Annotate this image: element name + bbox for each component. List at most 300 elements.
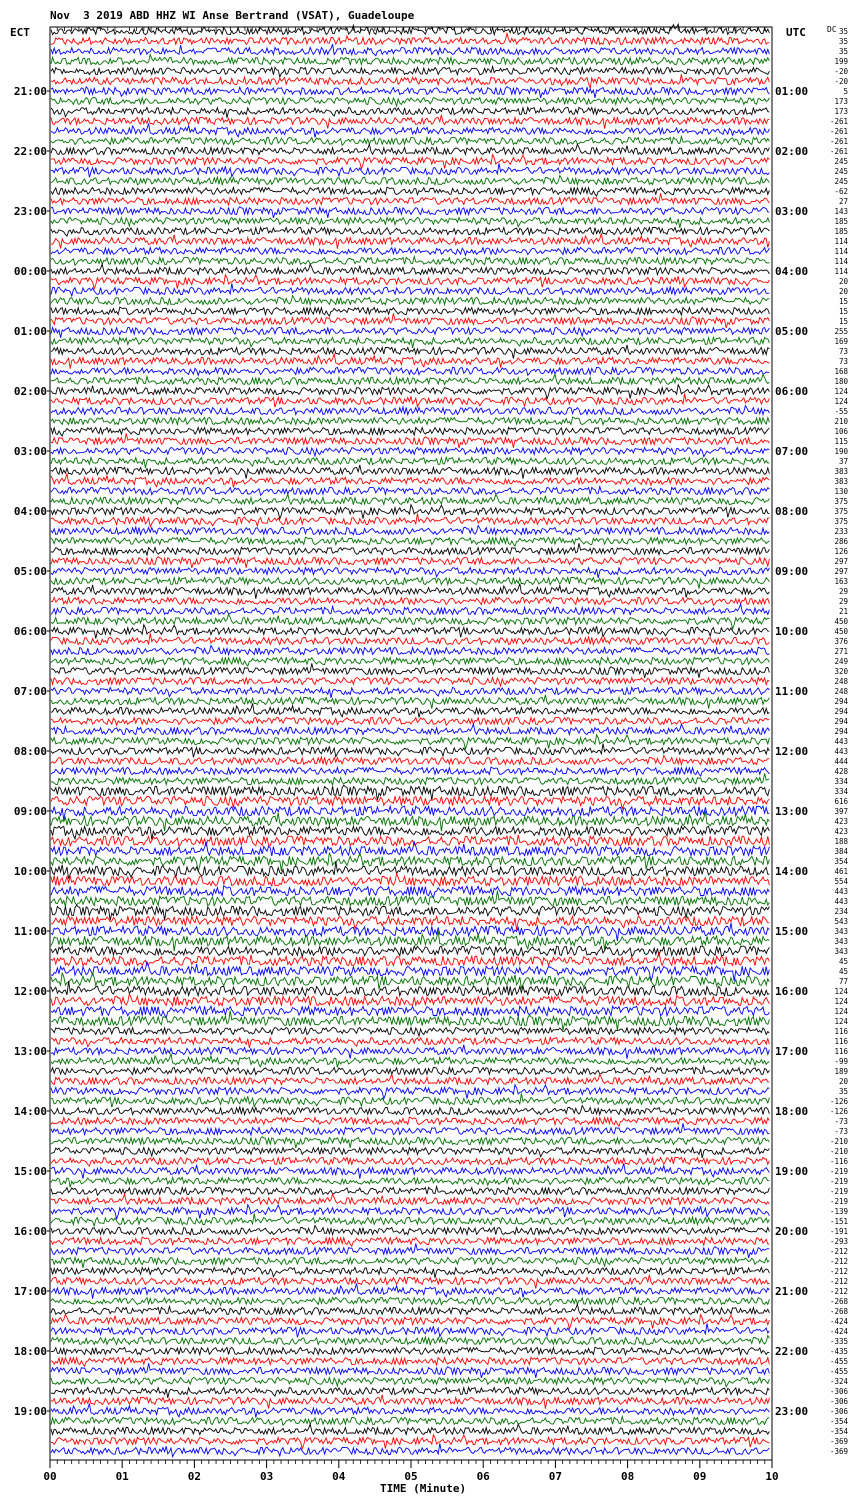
- trace-row: [51, 1085, 769, 1099]
- right-timezone-label: UTC: [786, 26, 806, 39]
- trace-row: [51, 193, 769, 205]
- dc-offset-label: 106: [834, 427, 848, 436]
- dc-offset-label: -191: [829, 1227, 848, 1236]
- dc-offset-label: -212: [829, 1287, 848, 1296]
- x-tick-label: 05: [404, 1470, 418, 1483]
- dc-offset-label: 126: [834, 547, 848, 556]
- dc-offset-label: -212: [829, 1267, 848, 1276]
- dc-offset-label: -116: [829, 1157, 848, 1166]
- trace-row: [51, 743, 769, 757]
- trace-row: [51, 633, 769, 644]
- trace-row: [51, 981, 769, 996]
- trace-row: [51, 874, 769, 886]
- dc-offset-label: 15: [838, 307, 848, 316]
- trace-row: [51, 604, 769, 614]
- x-tick-label: 08: [620, 1470, 635, 1483]
- trace-row: [51, 393, 769, 407]
- dc-offset-label: 173: [834, 107, 848, 116]
- dc-offset-label: 189: [834, 1067, 848, 1076]
- right-hour-label: 12:00: [775, 745, 809, 758]
- dc-offset-label: 185: [834, 227, 848, 236]
- dc-offset-label: 255: [834, 327, 848, 336]
- trace-row: [51, 98, 769, 107]
- dc-offset-label: -455: [829, 1367, 848, 1376]
- trace-row: [51, 176, 769, 185]
- dc-offset-label: 124: [834, 997, 848, 1006]
- dc-offset-label: -20: [834, 77, 848, 86]
- trace-row: [51, 886, 769, 898]
- left-hour-label: 15:00: [13, 1165, 47, 1178]
- dc-offset-label: 73: [838, 347, 848, 356]
- seismic-traces: [51, 24, 769, 1457]
- trace-row: [51, 207, 769, 218]
- left-hour-label: 14:00: [13, 1105, 47, 1118]
- dc-offset-label: 180: [834, 377, 848, 386]
- trace-row: [51, 543, 769, 555]
- right-hour-label: 22:00: [775, 1345, 809, 1358]
- x-axis-label: TIME (Minute): [380, 1482, 467, 1495]
- trace-row: [51, 417, 769, 425]
- dc-offset-label: 271: [834, 647, 848, 656]
- dc-offset-label: 443: [834, 737, 848, 746]
- trace-row: [51, 313, 769, 328]
- x-tick-label: 03: [259, 1470, 274, 1483]
- x-tick-label: 00: [43, 1470, 57, 1483]
- dc-offset-label: -435: [829, 1347, 848, 1356]
- dc-offset-label: -212: [829, 1247, 848, 1256]
- dc-offset-label: -306: [829, 1407, 848, 1416]
- x-tick-label: 02: [187, 1470, 202, 1483]
- trace-row: [51, 1336, 769, 1345]
- dc-offset-label: 423: [834, 827, 848, 836]
- left-hour-label: 21:00: [13, 85, 47, 98]
- trace-row: [51, 704, 769, 718]
- trace-row: [51, 826, 769, 839]
- trace-row: [51, 457, 769, 468]
- dc-offset-label: 294: [834, 727, 848, 736]
- dc-offset-label: -293: [829, 1237, 848, 1246]
- trace-row: [51, 465, 769, 479]
- dc-offset-label: 114: [834, 267, 848, 276]
- dc-offset-label: 114: [834, 257, 848, 266]
- trace-row: [51, 1363, 769, 1378]
- trace-row: [51, 1194, 769, 1205]
- dc-offset-label: 245: [834, 177, 848, 186]
- trace-row: [51, 767, 769, 776]
- trace-row: [51, 1028, 769, 1037]
- x-tick-label: 07: [548, 1470, 563, 1483]
- dc-offset-label: -324: [829, 1377, 848, 1386]
- dc-offset-label: 20: [838, 277, 848, 286]
- trace-row: [51, 345, 769, 359]
- left-hour-label: 13:00: [13, 1045, 47, 1058]
- trace-row: [51, 657, 769, 666]
- x-tick-label: 10: [765, 1470, 779, 1483]
- trace-row: [51, 257, 769, 266]
- right-hour-label: 14:00: [775, 865, 809, 878]
- dc-offset-label: 199: [834, 57, 848, 66]
- dc-offset-label: 73: [838, 357, 848, 366]
- trace-row: [51, 1177, 769, 1187]
- dc-offset-label: 297: [834, 557, 848, 566]
- left-hour-label: 09:00: [13, 805, 47, 818]
- trace-row: [51, 584, 769, 599]
- trace-row: [51, 187, 769, 196]
- trace-row: [51, 474, 769, 488]
- right-hour-label: 03:00: [775, 205, 809, 218]
- dc-offset-label: -306: [829, 1397, 848, 1406]
- left-hour-label: 04:00: [13, 505, 47, 518]
- trace-row: [51, 1226, 769, 1235]
- trace-row: [51, 695, 769, 709]
- dc-offset-label: 124: [834, 397, 848, 406]
- dc-offset-label: 450: [834, 617, 848, 626]
- dc-offset-label: 20: [838, 287, 848, 296]
- dc-offset-label: 294: [834, 707, 848, 716]
- trace-row: [51, 44, 769, 56]
- x-axis: [43, 27, 778, 1483]
- left-hour-label: 11:00: [13, 925, 47, 938]
- trace-row: [51, 67, 769, 77]
- trace-row: [51, 227, 769, 236]
- dc-offset-header: DC: [827, 25, 837, 34]
- dc-offset-label: 383: [834, 477, 848, 486]
- dc-offset-label: 35: [838, 47, 848, 56]
- dc-offset-label: 169: [834, 337, 848, 346]
- trace-row: [51, 687, 769, 698]
- trace-row: [51, 1267, 769, 1278]
- right-hour-label: 01:00: [775, 85, 809, 98]
- dc-offset-label: 543: [834, 917, 848, 926]
- dc-offset-label: 20: [838, 1077, 848, 1086]
- dc-offset-label: 143: [834, 207, 848, 216]
- left-hour-label: 19:00: [13, 1405, 47, 1418]
- right-hour-label: 20:00: [775, 1225, 809, 1238]
- dc-offset-label: 35: [838, 27, 848, 36]
- dc-offset-label: 130: [834, 487, 848, 496]
- dc-offset-label: -55: [834, 407, 848, 416]
- trace-row: [51, 1314, 769, 1329]
- right-hour-label: 15:00: [775, 925, 809, 938]
- dc-offset-label: -261: [829, 147, 848, 156]
- dc-offset-label: 163: [834, 577, 848, 586]
- dc-offset-label: 461: [834, 867, 848, 876]
- trace-row: [51, 234, 769, 249]
- dc-offset-label: 29: [838, 597, 848, 606]
- dc-offset-label: -369: [829, 1447, 848, 1456]
- trace-row: [51, 614, 769, 629]
- right-hour-label: 05:00: [775, 325, 809, 338]
- left-hour-label: 23:00: [13, 205, 47, 218]
- trace-row: [51, 374, 769, 385]
- trace-row: [51, 625, 769, 639]
- dc-offset-label: 21: [838, 607, 848, 616]
- trace-row: [51, 1237, 769, 1246]
- trace-row: [51, 1424, 769, 1435]
- trace-row: [51, 1258, 769, 1268]
- dc-offset-label: -219: [829, 1187, 848, 1196]
- dc-offset-label: 185: [834, 217, 848, 226]
- trace-row: [51, 557, 769, 568]
- dc-offset-label: 334: [834, 777, 848, 786]
- dc-offset-label: -99: [834, 1057, 848, 1066]
- dc-offset-label: 320: [834, 667, 848, 676]
- dc-offset-label: 245: [834, 167, 848, 176]
- trace-row: [51, 1417, 769, 1426]
- trace-row: [51, 756, 769, 765]
- dc-offset-label: 375: [834, 497, 848, 506]
- right-hour-label: 08:00: [775, 505, 809, 518]
- dc-offset-label: 554: [834, 877, 848, 886]
- trace-row: [51, 513, 769, 526]
- trace-row: [51, 1347, 769, 1355]
- dc-offset-label: 297: [834, 567, 848, 576]
- trace-row: [51, 1157, 769, 1166]
- dc-offset-label: 286: [834, 537, 848, 546]
- dc-offset-label: 15: [838, 297, 848, 306]
- dc-offset-label: 443: [834, 747, 848, 756]
- trace-row: [51, 1205, 769, 1219]
- left-hour-label: 07:00: [13, 685, 47, 698]
- trace-row: [51, 1404, 769, 1418]
- trace-row: [51, 1387, 769, 1398]
- dc-offset-label: -20: [834, 67, 848, 76]
- trace-row: [51, 946, 769, 957]
- left-hour-label: 05:00: [13, 565, 47, 578]
- trace-row: [51, 55, 769, 65]
- dc-offset-label: 294: [834, 717, 848, 726]
- trace-row: [51, 163, 769, 177]
- dc-offset-label: -212: [829, 1277, 848, 1286]
- dc-offset-label: -219: [829, 1177, 848, 1186]
- dc-offset-label: -151: [829, 1217, 848, 1226]
- right-hour-label: 16:00: [775, 985, 809, 998]
- trace-row: [51, 663, 769, 678]
- dc-offset-label: -210: [829, 1147, 848, 1156]
- dc-offset-label: 383: [834, 467, 848, 476]
- dc-offset-label: 443: [834, 887, 848, 896]
- trace-row: [51, 144, 769, 155]
- dc-offset-label: 210: [834, 417, 848, 426]
- trace-row: [51, 1011, 769, 1030]
- dc-offset-label: 116: [834, 1027, 848, 1036]
- dc-offset-label: 114: [834, 247, 848, 256]
- trace-row: [51, 1137, 769, 1148]
- dc-offset-label: 234: [834, 907, 848, 916]
- dc-offset-label: -354: [829, 1427, 848, 1436]
- left-hour-label: 18:00: [13, 1345, 47, 1358]
- dc-offset-label: 124: [834, 1007, 848, 1016]
- dc-offset-label: 173: [834, 97, 848, 106]
- trace-row: [51, 994, 769, 1006]
- trace-row: [51, 107, 769, 118]
- trace-row: [51, 1106, 769, 1115]
- trace-row: [51, 1006, 769, 1018]
- dc-offset-label: -62: [834, 187, 848, 196]
- dc-offset-label: 27: [838, 197, 848, 206]
- trace-row: [51, 526, 769, 535]
- dc-offset-label: 168: [834, 367, 848, 376]
- dc-offset-label: -455: [829, 1357, 848, 1366]
- dc-offset-label: -126: [829, 1107, 848, 1116]
- dc-offset-label: -268: [829, 1297, 848, 1306]
- dc-offset-label: 375: [834, 507, 848, 516]
- dc-offset-label: 384: [834, 847, 848, 856]
- trace-row: [51, 264, 769, 275]
- dc-offset-label: -335: [829, 1337, 848, 1346]
- dc-offset-label: 443: [834, 897, 848, 906]
- trace-row: [51, 218, 769, 228]
- dc-offset-label: -424: [829, 1327, 848, 1336]
- dc-offset-label: 5: [843, 87, 848, 96]
- trace-row: [51, 1243, 769, 1258]
- trace-row: [51, 1148, 769, 1158]
- dc-offset-label: -210: [829, 1137, 848, 1146]
- dc-offset-label: 124: [834, 387, 848, 396]
- trace-row: [51, 487, 769, 496]
- dc-offset-label: -73: [834, 1127, 848, 1136]
- trace-row: [51, 1093, 769, 1107]
- dc-offset-label: -219: [829, 1167, 848, 1176]
- trace-row: [51, 505, 769, 519]
- dc-offset-label: -261: [829, 137, 848, 146]
- dc-offset-label: 124: [834, 1017, 848, 1026]
- trace-row: [51, 597, 769, 605]
- trace-row: [51, 678, 769, 687]
- right-hour-label: 06:00: [775, 385, 809, 398]
- trace-row: [51, 367, 769, 375]
- dc-offset-label: 343: [834, 947, 848, 956]
- dc-offset-label: 45: [838, 957, 848, 966]
- dc-offset-label: 428: [834, 767, 848, 776]
- trace-row: [51, 124, 769, 138]
- trace-row: [51, 1213, 769, 1226]
- trace-row: [51, 1297, 769, 1305]
- dc-offset-label: 375: [834, 517, 848, 526]
- dc-offset-label: 248: [834, 677, 848, 686]
- trace-row: [51, 735, 769, 749]
- right-hour-label: 11:00: [775, 685, 809, 698]
- trace-row: [51, 328, 769, 338]
- right-hour-labels: [775, 85, 808, 1418]
- right-hour-label: 13:00: [775, 805, 809, 818]
- dc-offset-label: 45: [838, 967, 848, 976]
- right-hour-label: 21:00: [775, 1285, 809, 1298]
- dc-offset-label: 423: [834, 817, 848, 826]
- dc-offset-label: -354: [829, 1417, 848, 1426]
- trace-row: [51, 448, 769, 457]
- trace-row: [51, 1164, 769, 1179]
- dc-offset-labels: [830, 27, 849, 1456]
- right-hour-label: 02:00: [775, 145, 809, 158]
- chart-title: Nov 3 2019 ABD HHZ WI Anse Bertrand (VSAT), Guadeloupe: [50, 9, 415, 22]
- right-hour-label: 17:00: [775, 1045, 809, 1058]
- trace-row: [51, 24, 769, 34]
- trace-row: [51, 247, 769, 255]
- trace-row: [51, 385, 769, 399]
- trace-row: [51, 1357, 769, 1366]
- left-hour-label: 06:00: [13, 625, 47, 638]
- trace-row: [51, 785, 769, 800]
- trace-row: [51, 1045, 769, 1059]
- x-tick-label: 09: [693, 1470, 707, 1483]
- dc-offset-label: -73: [834, 1117, 848, 1126]
- dc-offset-label: 245: [834, 157, 848, 166]
- dc-offset-label: -306: [829, 1387, 848, 1396]
- trace-row: [51, 773, 769, 785]
- trace-row: [51, 724, 769, 735]
- trace-row: [51, 861, 769, 879]
- trace-row: [51, 406, 769, 415]
- dc-offset-label: -126: [829, 1097, 848, 1106]
- dc-offset-label: 35: [838, 37, 848, 46]
- x-tick-label: 01: [115, 1470, 129, 1483]
- x-tick-label: 06: [476, 1470, 490, 1483]
- left-hour-label: 02:00: [13, 385, 47, 398]
- dc-offset-label: -261: [829, 117, 848, 126]
- trace-row: [51, 1123, 769, 1135]
- left-timezone-label: ECT: [10, 26, 30, 39]
- trace-row: [51, 537, 769, 546]
- dc-offset-label: 294: [834, 697, 848, 706]
- trace-row: [51, 1443, 769, 1456]
- trace-row: [51, 337, 769, 348]
- dc-offset-label: -424: [829, 1317, 848, 1326]
- right-hour-label: 09:00: [775, 565, 809, 578]
- left-hour-label: 08:00: [13, 745, 47, 758]
- dc-offset-label: -369: [829, 1437, 848, 1446]
- trace-row: [51, 1304, 769, 1315]
- left-hour-label: 10:00: [13, 865, 47, 878]
- trace-row: [51, 1378, 769, 1387]
- trace-row: [51, 74, 769, 88]
- trace-row: [51, 1323, 769, 1337]
- trace-row: [51, 568, 769, 578]
- dc-offset-label: 124: [834, 987, 848, 996]
- trace-row: [51, 115, 769, 129]
- dc-offset-label: 116: [834, 1047, 848, 1056]
- trace-row: [51, 1275, 769, 1289]
- dc-offset-label: -268: [829, 1307, 848, 1316]
- trace-row: [51, 433, 769, 448]
- dc-offset-label: 188: [834, 837, 848, 846]
- dc-offset-label: 354: [834, 857, 848, 866]
- dc-offset-label: 444: [834, 757, 848, 766]
- right-hour-label: 10:00: [775, 625, 809, 638]
- dc-offset-label: 115: [834, 437, 848, 446]
- dc-offset-label: -261: [829, 127, 848, 136]
- trace-row: [51, 1037, 769, 1048]
- trace-row: [51, 283, 769, 296]
- dc-offset-label: 397: [834, 807, 848, 816]
- trace-row: [51, 1074, 769, 1085]
- left-hour-label: 16:00: [13, 1225, 47, 1238]
- dc-offset-label: 29: [838, 587, 848, 596]
- trace-row: [51, 137, 769, 146]
- left-hour-label: 01:00: [13, 325, 47, 338]
- left-hour-label: 12:00: [13, 985, 47, 998]
- dc-offset-label: -212: [829, 1257, 848, 1266]
- trace-row: [51, 1435, 769, 1449]
- dc-offset-label: 37: [838, 457, 848, 466]
- dc-offset-label: 114: [834, 237, 848, 246]
- dc-offset-label: 450: [834, 627, 848, 636]
- trace-row: [51, 1117, 769, 1126]
- left-hour-labels: [14, 85, 50, 1418]
- dc-offset-label: 376: [834, 637, 848, 646]
- x-tick-label: 04: [332, 1470, 346, 1483]
- trace-row: [51, 806, 769, 820]
